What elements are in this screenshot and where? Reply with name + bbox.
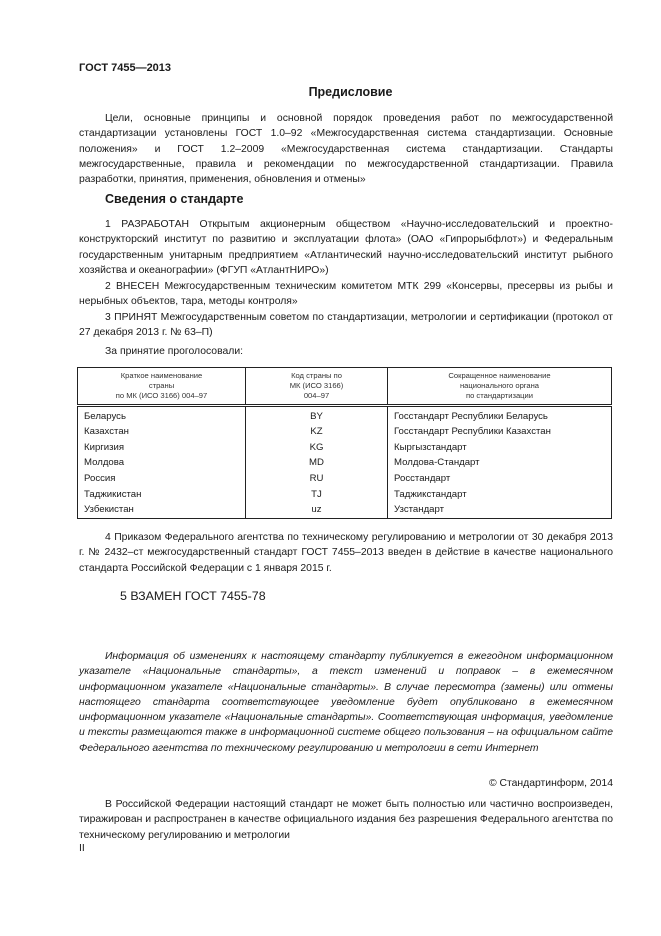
country-name: Беларусь [78,405,246,424]
info-item-4: 4 Приказом Федерального агентства по техническому регулированию и метрологии от 30 декабря 2013 г. № 2432–ст межгосударственный стандарт ГОСТ 7455–2013 введен в действие в качестве национального стандарта Российской Федерации с 1 января 2015 г. [79,532,613,574]
country-name: Казахстан [78,424,246,440]
table-row [78,405,612,424]
country-name: Киргизия [78,440,246,456]
country-code: KZ [246,424,388,440]
country-name: Узбекистан [78,502,246,518]
country-name: Россия [78,471,246,487]
national-body: Госстандарт Республики Казахстан [388,424,612,440]
country-code: TJ [246,487,388,503]
table-row [78,487,612,503]
foreword-title: Предисловие [308,85,393,99]
country-code: BY [246,405,388,424]
table-row [78,424,612,440]
info-item-5: 5 ВЗАМЕН ГОСТ 7455-78 [120,589,266,603]
country-code: MD [246,455,388,471]
national-body: Росстандарт [388,471,612,487]
table-row [78,471,612,487]
vote-label: За принятие проголосовали: [105,346,244,357]
national-body: Молдова-Стандарт [388,455,612,471]
vote-table [77,367,612,519]
national-body: Кыргызстандарт [388,440,612,456]
foreword-text: Цели, основные принципы и основной порядок проведения работ по межгосударственной стандартизации установлены ГОСТ 1.0–92 «Межгосударственная система стандартизации. Основные положения» и ГОСТ 1.2–2009 «Межгосударственная система стандартизации. Стандарты межгосударственные, правила и рекомендации по межгосударственной стандартизации. Правила разработки, принятия, применения, обновления и отмены» [79,113,613,186]
header-country-name: Краткое наименование страны по МК (ИСО 3166) 004–97 [78,368,246,406]
info-item-3: 3 ПРИНЯТ Межгосударственным советом по стандартизации, метрологии и сертификации (протокол от 27 декабря 2013 г. № 63–П) [79,312,613,339]
table-row [78,440,612,456]
standard-info-title: Сведения о стандарте [105,192,244,206]
copyright: © Стандартинформ, 2014 [488,778,613,789]
table-row [78,502,612,518]
country-code: RU [246,471,388,487]
document-code: ГОСТ 7455—2013 [79,62,172,74]
country-code: uz [246,502,388,518]
table-header-row [78,368,612,406]
national-body: Таджикстандарт [388,487,612,503]
country-name: Молдова [78,455,246,471]
header-national-body: Сокращенное наименование национального органа по стандартизации [388,368,612,406]
table-row [78,455,612,471]
national-body: Госстандарт Республики Беларусь [388,405,612,424]
national-body: Узстандарт [388,502,612,518]
country-name: Таджикистан [78,487,246,503]
header-country-code: Код страны по МК (ИСО 3166) 004–97 [246,368,388,406]
amendments-notice: Информация об изменениях к настоящему стандарту публикуется в ежегодном информационном указателе «Национальные стандарты», а текст изменений и поправок – в ежемесячном информационном указателе «Национальные стандарты». В случае пересмотра (замены) или отмены настоящего стандарта соответствующее уведомление будет опубликовано в ежемесячном информационном указателе «Национальные стандарты». Соответствующая информация, уведомление и тексты размещаются также в информационной системе общего пользования – на официальном сайте Федерального агентства по техническому регулированию и метрологии в сети Интернет [79,651,613,754]
page-number: II [79,843,85,854]
info-item-2: 2 ВНЕСЕН Межгосударственным техническим комитетом МТК 299 «Консервы, пресервы из рыбы и нерыбных объектов, тара, методы контроля» [79,281,613,308]
info-item-1: 1 РАЗРАБОТАН Открытым акционерным обществом «Научно-исследовательский и проектно-конструкторский институт по развитию и эксплуатации флота» (ОАО «Гипрорыбфлот») и Федеральным государственным унитарным предприятием «Атлантический научно-исследовательский институт рыбного хозяйства и океанографии» (ФГУП «АтлантНИРО») [79,219,613,276]
rights-notice: В Российской Федерации настоящий стандарт не может быть полностью или частично воспроизведен, тиражирован и распространен в качестве официального издания без разрешения Федерального агентства по техническому регулированию и метрологии [79,799,613,841]
country-code: KG [246,440,388,456]
